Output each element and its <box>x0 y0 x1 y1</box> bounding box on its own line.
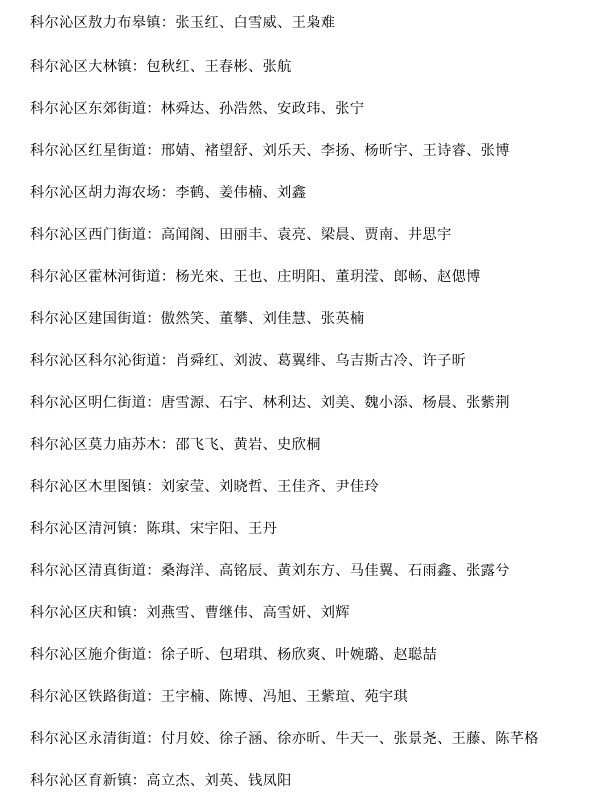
separator: ： <box>131 605 147 621</box>
list-item <box>30 685 610 709</box>
separator: ： <box>146 311 161 327</box>
separator: ： <box>146 647 161 663</box>
separator: ： <box>146 227 161 243</box>
location-label: 科尔沁区清河镇 <box>30 521 132 537</box>
list-item <box>30 223 610 247</box>
separator: ： <box>146 143 161 159</box>
list-item <box>30 517 610 541</box>
separator: ： <box>160 437 176 453</box>
separator: ： <box>146 101 161 117</box>
list-item <box>30 433 610 457</box>
list-item <box>30 391 610 415</box>
location-label: 科尔沁区西门街道 <box>30 227 147 243</box>
separator: ： <box>146 563 161 579</box>
separator: ： <box>160 185 176 201</box>
location-label: 科尔沁区科尔沁街道 <box>30 353 161 369</box>
location-label: 科尔沁区育新镇 <box>30 773 132 789</box>
name-list: 桑海洋、高铭辰、黄刘东方、马佳翼、石雨鑫、张露兮 <box>160 563 510 579</box>
location-label: 科尔沁区胡力海农场 <box>30 185 161 201</box>
list-item <box>30 769 610 793</box>
separator: ： <box>131 773 147 789</box>
name-list: 付月姣、徐子涵、徐亦昕、牛天一、张景尧、王藤、陈芊格 <box>160 731 539 747</box>
list-item <box>30 265 610 289</box>
list-item <box>30 727 610 751</box>
separator: ： <box>146 395 161 411</box>
list-item <box>30 11 610 35</box>
list-item <box>30 601 610 625</box>
name-list: 邵飞飞、黄岩、史欣桐 <box>175 437 321 453</box>
list-item <box>30 559 610 583</box>
name-list: 邢婧、褚望舒、刘乐天、李扬、杨昕宇、王诗睿、张博 <box>160 143 510 159</box>
location-label: 科尔沁区敖力布皋镇 <box>30 15 161 31</box>
list-item <box>30 349 610 373</box>
location-label: 科尔沁区庆和镇 <box>30 605 132 621</box>
location-label: 科尔沁区清真街道 <box>30 563 147 579</box>
separator: ： <box>146 689 161 705</box>
separator: ： <box>131 59 147 75</box>
list-item <box>30 97 610 121</box>
name-list: 林舜达、孙浩然、安政玮、张宁 <box>160 101 365 117</box>
separator: ： <box>131 521 147 537</box>
location-label: 科尔沁区霍林河街道 <box>30 269 161 285</box>
name-list: 张玉红、白雪威、王枭难 <box>175 15 336 31</box>
name-list: 包秋红、王春彬、张航 <box>146 59 292 75</box>
name-list: 刘燕雪、曹继伟、高雪妍、刘辉 <box>146 605 350 621</box>
location-label: 科尔沁区木里图镇 <box>30 479 147 495</box>
separator: ： <box>146 731 161 747</box>
list-item <box>30 139 610 163</box>
name-list: 肖舜红、刘波、葛翼绯、乌吉斯古冷、许子昕 <box>175 353 467 369</box>
list-item <box>30 181 610 205</box>
location-label: 科尔沁区红星街道 <box>30 143 147 159</box>
location-label: 科尔沁区建国街道 <box>30 311 147 327</box>
name-list: 高闻阁、田丽丰、袁亮、梁晨、贾南、井思宇 <box>160 227 452 243</box>
list-item <box>30 643 610 667</box>
name-list: 王宇楠、陈博、冯旭、王紫瑄、苑宇琪 <box>160 689 408 705</box>
name-list: 徐子昕、包珺琪、杨欣爽、叶婉璐、赵聪喆 <box>160 647 438 663</box>
location-label: 科尔沁区大林镇 <box>30 59 132 75</box>
separator: ： <box>160 15 176 31</box>
location-label: 科尔沁区施介街道 <box>30 647 147 663</box>
list-item <box>30 307 610 331</box>
name-list: 唐雪源、石宇、林利达、刘美、魏小添、杨晨、张紫荆 <box>160 395 510 411</box>
location-label: 科尔沁区永清街道 <box>30 731 147 747</box>
location-label: 科尔沁区铁路街道 <box>30 689 147 705</box>
name-list: 刘家莹、刘晓哲、王佳齐、尹佳玲 <box>160 479 379 495</box>
location-label: 科尔沁区莫力庙苏木 <box>30 437 161 453</box>
separator: ： <box>146 479 161 495</box>
list-item <box>30 55 610 79</box>
name-list: 李鹤、姜伟楠、刘鑫 <box>175 185 307 201</box>
name-list: 杨光來、王也、庄明阳、董玥滢、郎畅、赵偲博 <box>175 269 481 285</box>
separator: ： <box>160 353 176 369</box>
location-label: 科尔沁区明仁街道 <box>30 395 147 411</box>
separator: ： <box>160 269 176 285</box>
location-label: 科尔沁区东郊街道 <box>30 101 147 117</box>
name-list: 陈琪、宋宇阳、王丹 <box>146 521 278 537</box>
list-item <box>30 475 610 499</box>
name-list: 傲然笑、董攀、刘佳慧、张英楠 <box>160 311 365 327</box>
name-list: 高立杰、刘英、钱凤阳 <box>146 773 292 789</box>
